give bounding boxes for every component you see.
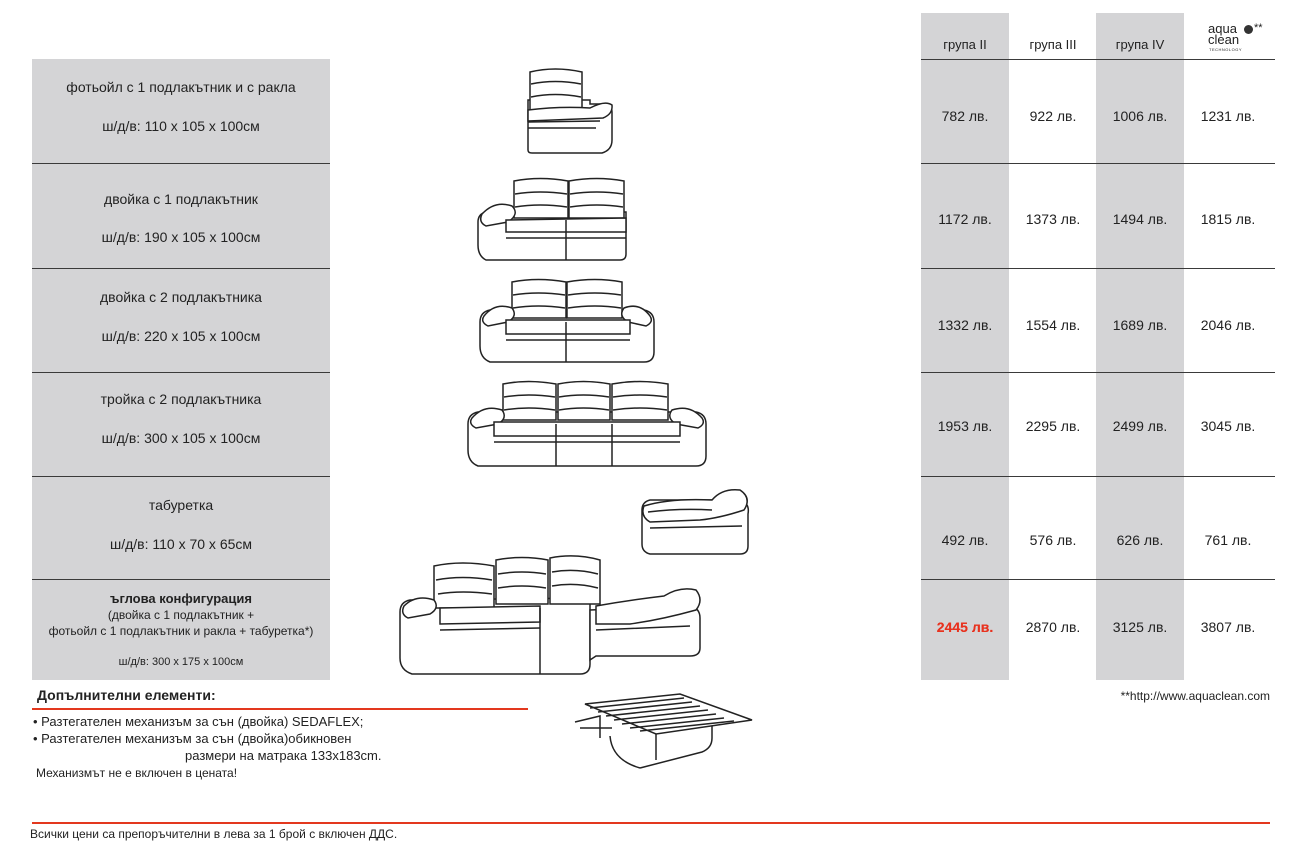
aquaclean-logo: aqua ** clean TECHNOLOGY [1208, 21, 1263, 52]
row-dims: ш/д/в: 110 x 105 x 100см [102, 118, 260, 134]
price-cell: 2295 лв. [1025, 418, 1081, 434]
price-cell: 1231 лв. [1200, 108, 1256, 124]
corner-dims: ш/д/в: 300 x 175 x 100см [118, 656, 244, 668]
price-cell: 782 лв. [941, 108, 989, 124]
price-cell: 3807 лв. [1200, 619, 1256, 635]
price-cell: 922 лв. [1029, 108, 1077, 124]
price-cell: 2870 лв. [1025, 619, 1081, 635]
corner-line3: фотьойл с 1 подлакътник и ракла + табуретка*) [48, 624, 314, 638]
price-cell: 492 лв. [941, 532, 989, 548]
price-cell: 1953 лв. [937, 418, 993, 434]
price-cell: 2046 лв. [1200, 317, 1256, 333]
row-name: табуретка [148, 497, 214, 513]
sofa-three-seat-illustration [468, 382, 706, 467]
price-cell: 626 лв. [1116, 532, 1164, 548]
header-group-ii: група II [943, 37, 987, 52]
price-cell: 1689 лв. [1112, 317, 1168, 333]
row-name: фотьойл с 1 подлакътник и с ракла [66, 79, 296, 95]
row-name: тройка с 2 подлакътника [100, 391, 262, 407]
row-dims: ш/д/в: 190 x 105 x 100см [101, 229, 261, 245]
price-cell: 3045 лв. [1200, 418, 1256, 434]
row-name: двойка с 1 подлакътник [104, 191, 258, 207]
price-cell: 2499 лв. [1112, 418, 1168, 434]
loveseat-one-arm-illustration [478, 179, 626, 261]
price-cell: 1554 лв. [1025, 317, 1081, 333]
footer-divider [32, 822, 1270, 824]
row-dims: ш/д/в: 220 x 105 x 100см [101, 328, 261, 344]
corner-sofa-illustration [400, 556, 700, 674]
price-cell: 1332 лв. [937, 317, 993, 333]
row-dims: ш/д/в: 110 x 70 x 65см [109, 536, 253, 552]
footer-note: Всички цени са препоръчителни в лева за 1 брой с включен ДДС. [30, 827, 398, 841]
price-cell: 1494 лв. [1112, 211, 1168, 227]
header-group-iv: група IV [1115, 37, 1165, 52]
corner-title: ъглова конфигурация [110, 591, 252, 606]
corner-line2: (двойка с 1 подлакътник + [107, 608, 255, 622]
price-cell: 1006 лв. [1112, 108, 1168, 124]
header-group-iii: група III [1029, 37, 1077, 52]
extras-title: Допълнителни елементи: [37, 687, 216, 703]
price-cell: 3125 лв. [1112, 619, 1168, 635]
aquaclean-url: **http://www.aquaclean.com [1120, 689, 1270, 703]
row-name: двойка с 2 подлакътника [100, 289, 262, 305]
price-cell: 576 лв. [1029, 532, 1077, 548]
ottoman-illustration [642, 490, 748, 554]
sleep-mechanism-illustration [575, 694, 752, 768]
price-cell: 1172 лв. [938, 211, 992, 227]
extras-item-sedaflex: • Разтегателен механизъм за сън (двойка) SEDAFLEX; [33, 714, 364, 729]
price-cell: 1373 лв. [1025, 211, 1081, 227]
armchair-illustration [528, 69, 612, 153]
extras-note: Механизмът не е включен в цената! [36, 766, 238, 780]
extras-item-standard: • Разтегателен механизъм за сън (двойка)обикновен [33, 731, 352, 746]
row-dims: ш/д/в: 300 x 105 x 100см [101, 430, 261, 446]
extras-underline [32, 708, 528, 710]
extras-item-mattress-size: размери на матрака 133x183cm. [185, 748, 382, 763]
price-cell-highlight: 2445 лв. [936, 619, 994, 635]
price-cell: 1815 лв. [1200, 211, 1256, 227]
loveseat-two-arms-illustration [480, 280, 654, 363]
price-cell: 761 лв. [1204, 532, 1252, 548]
